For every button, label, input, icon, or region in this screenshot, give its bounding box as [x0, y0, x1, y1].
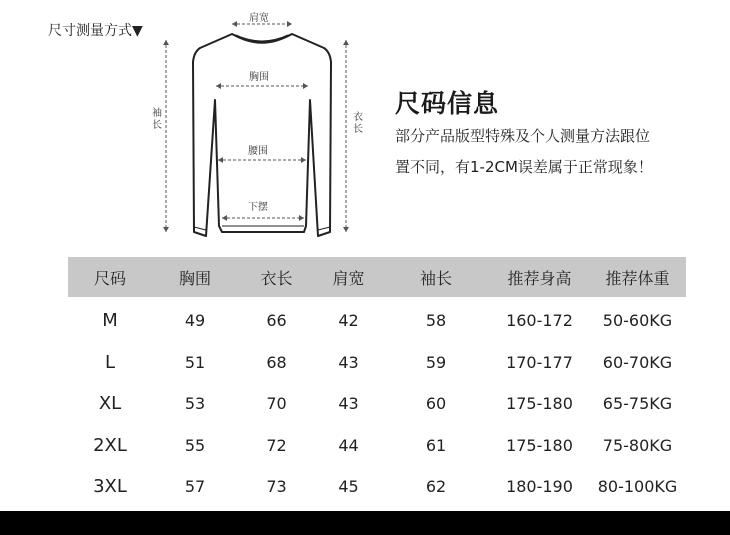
table-row: [68, 383, 686, 425]
table-cell: M: [102, 310, 118, 332]
table-cell: 60: [425, 394, 447, 414]
table-cell: 42: [338, 311, 359, 331]
table-cell: 51: [184, 352, 206, 372]
size-info-line-2: 置不同，有1-2CM误差属于正常现象！: [395, 158, 653, 176]
size-table-header: [68, 257, 686, 297]
table-row: [68, 425, 686, 467]
table-cell: 175-180: [506, 435, 573, 455]
header-chest: 胸围: [178, 268, 211, 288]
table-cell: 68: [266, 352, 287, 372]
size-info-title: 尺码信息: [395, 89, 500, 118]
table-cell: 3XL: [93, 476, 127, 498]
table-cell: 55: [184, 435, 206, 455]
size-info-line-1: 部分产品版型特殊及个人测量方法跟位: [395, 127, 651, 145]
table-cell: 58: [425, 311, 447, 331]
table-cell: 53: [184, 394, 206, 414]
table-cell: 180-190: [506, 477, 573, 497]
tshirt-outline-icon: [0, 0, 380, 250]
garment-length-label: 衣长: [353, 112, 363, 135]
table-cell: 72: [266, 435, 287, 455]
table-cell: 66: [266, 311, 287, 331]
table-cell: 57: [184, 477, 206, 497]
table-cell: 45: [338, 477, 359, 497]
table-cell: 70: [266, 394, 287, 414]
chest-label: 胸围: [249, 72, 269, 83]
header-shoulder: 肩宽: [332, 268, 365, 288]
header-size: 尺码: [93, 268, 126, 288]
waist-label: 腰围: [248, 146, 268, 157]
table-cell: 80-100KG: [597, 477, 678, 497]
table-cell: 75-80KG: [602, 435, 673, 455]
table-row: [68, 300, 686, 342]
table-cell: 43: [338, 394, 359, 414]
size-info-note: [395, 121, 695, 183]
size-table: [68, 257, 686, 508]
table-cell: 61: [425, 435, 447, 455]
table-cell: L: [104, 351, 116, 373]
table-cell: 60-70KG: [602, 352, 673, 372]
table-cell: 62: [425, 477, 447, 497]
garment-diagram: [0, 0, 380, 250]
header-weight: 推荐体重: [605, 268, 670, 288]
sleeve-length-label: 袖长: [152, 108, 162, 131]
table-cell: XL: [98, 393, 122, 415]
table-row: [68, 342, 686, 384]
table-cell: 2XL: [93, 434, 127, 456]
table-cell: 49: [184, 311, 206, 331]
table-cell: 73: [266, 477, 287, 497]
table-cell: 170-177: [506, 352, 573, 372]
measurement-method-label: 尺寸测量方式▼: [48, 23, 143, 39]
bottom-bar: [0, 511, 730, 535]
table-cell: 59: [425, 352, 447, 372]
table-cell: 44: [338, 435, 359, 455]
table-cell: 65-75KG: [602, 394, 673, 414]
shoulder-width-label: 肩宽: [249, 13, 269, 24]
table-cell: 50-60KG: [602, 311, 673, 331]
table-cell: 175-180: [506, 394, 573, 414]
header-height: 推荐身高: [507, 268, 572, 288]
header-sleeve: 袖长: [419, 268, 452, 288]
table-cell: 160-172: [506, 311, 573, 331]
header-length: 衣长: [260, 268, 293, 288]
table-cell: 43: [338, 352, 359, 372]
table-row: [68, 466, 686, 508]
hem-label: 下摆: [248, 202, 268, 213]
